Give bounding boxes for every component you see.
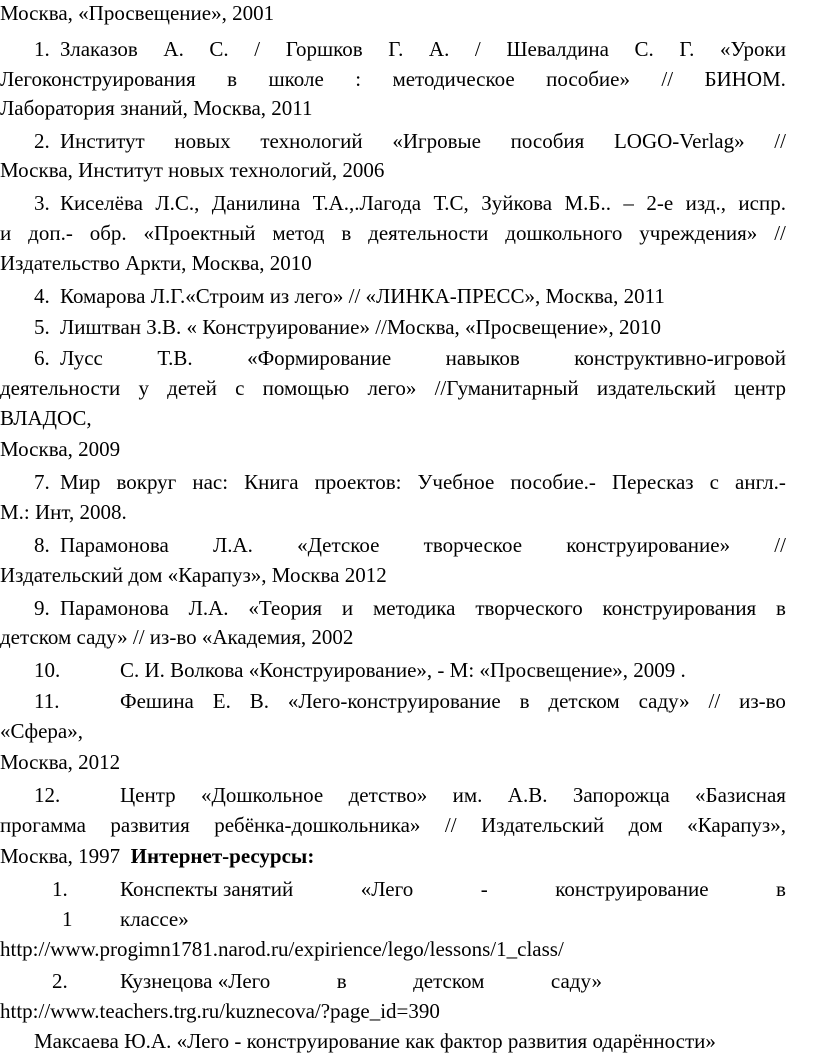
word: саду» [638, 689, 690, 713]
word: «Базисная [695, 783, 786, 807]
inet-2-url[interactable]: http://www.teachers.trg.ru/kuznecova/?page_id=390 [0, 999, 440, 1023]
word: Учебное [417, 470, 495, 494]
word: Книга [244, 470, 299, 494]
ref-number: 6. [34, 346, 50, 370]
word: им. [452, 783, 483, 807]
ref-number: 11. [34, 689, 60, 713]
word: // [444, 813, 457, 837]
ref-8-line-1 [60, 532, 786, 558]
word: Парамонова [60, 533, 169, 557]
word: методика [372, 596, 456, 620]
ref-number: 10. [34, 658, 61, 682]
word: Кузнецова «Лего [120, 969, 271, 993]
word: доп.- [28, 221, 73, 245]
ref-11-line-1 [120, 688, 786, 714]
word: Зуйкова [481, 191, 553, 215]
word: пособия [510, 129, 585, 153]
word: Легоконструирования [0, 67, 196, 91]
word: / [254, 37, 261, 61]
word: Издательский [481, 813, 605, 837]
word: детство» [348, 783, 428, 807]
word: Л.С., [155, 191, 200, 215]
ref-number: 4. [34, 284, 50, 308]
word: «Уроки [719, 37, 786, 61]
inet-number: 1. [52, 877, 68, 901]
ref-2-line-1 [60, 128, 786, 154]
ref-10-text: С. И. Волкова «Конструирование», - М: «Просвещение», 2009 . [120, 658, 686, 682]
word: детей [167, 376, 217, 400]
word: вокруг [116, 470, 177, 494]
word: испр. [738, 191, 786, 215]
word: с [235, 376, 245, 400]
word: Пересказ [611, 470, 694, 494]
word: Т.С, [433, 191, 469, 215]
ref-number: 1. [34, 37, 50, 61]
word: Данилина [211, 191, 301, 215]
word: Мир [60, 470, 101, 494]
word: - [480, 877, 488, 901]
ref-12-line-2 [0, 812, 786, 838]
word: помощью [262, 376, 350, 400]
ref-6-line-2 [0, 375, 786, 401]
ref-1-line-1 [60, 36, 786, 62]
word: саду» [550, 969, 602, 993]
word: // [774, 533, 786, 557]
ref-number: 12. [34, 783, 61, 807]
word: : [355, 67, 362, 91]
ref-11-line-3: Москва, 2012 [0, 750, 121, 774]
word: Лусс [60, 346, 103, 370]
word: Г. [388, 37, 404, 61]
word: Шевалдина [506, 37, 609, 61]
word: «Проектный [143, 221, 256, 245]
word: конструирование [555, 877, 709, 901]
word: дошкольного [505, 221, 623, 245]
word: Фешина [120, 689, 194, 713]
word: пособие.- [510, 470, 596, 494]
word: «Лего [360, 877, 414, 901]
word: метод [272, 221, 325, 245]
word: в [776, 596, 786, 620]
word: Л.А. [188, 596, 229, 620]
ref-7-line-2: М.: Инт, 2008. [0, 500, 127, 524]
word: издательский [596, 376, 716, 400]
word: школе [268, 67, 324, 91]
ref-1-line-3: Лаборатория знаний, Москва, 2011 [0, 96, 313, 120]
word: изд., [685, 191, 726, 215]
word: Институт [60, 129, 145, 153]
word: Л.А. [212, 533, 253, 557]
word: лего» [367, 376, 417, 400]
word: ребёнка-дошкольника» [214, 813, 421, 837]
ref-3-line-1 [60, 190, 786, 216]
ref-number: 2. [34, 129, 50, 153]
ref-number: 5. [34, 315, 50, 339]
word: С. [209, 37, 229, 61]
word: М.Б.. [564, 191, 611, 215]
word: Т.А.,.Лагода [312, 191, 422, 215]
word: навыков [445, 346, 520, 370]
word: // [661, 67, 674, 91]
inet-1-line-2: классе» [120, 907, 189, 931]
inet-1-line-1 [120, 876, 786, 902]
word: центр [734, 376, 786, 400]
ref-6-line-3: ВЛАДОС, [0, 406, 92, 430]
word: методическое [392, 67, 515, 91]
ref-number: 3. [34, 191, 50, 215]
word: конструирования [602, 596, 757, 620]
word: Злаказов [60, 37, 138, 61]
word: в [519, 689, 530, 713]
word: из-во [739, 689, 786, 713]
word: А. [163, 37, 184, 61]
ref-6-line-1 [60, 345, 786, 371]
word: Киселёва [60, 191, 143, 215]
word: детском [413, 969, 485, 993]
word: // [708, 689, 721, 713]
word: прогамма [0, 813, 86, 837]
ref-number: 7. [34, 470, 50, 494]
ref-12-place-year: Москва, 1997 [0, 844, 121, 868]
ref-3-line-2 [0, 220, 786, 246]
ref-4-text: Комарова Л.Г.«Строим из лего» // «ЛИНКА-ПРЕСС», Москва, 2011 [60, 284, 665, 308]
ref-1-line-2 [0, 66, 786, 92]
word: Конспекты занятий [120, 877, 294, 901]
word: развития [110, 813, 190, 837]
word: Г. [679, 37, 695, 61]
word: «Карапуз», [687, 813, 786, 837]
word: деятельности [368, 221, 489, 245]
word: «Детское [297, 533, 380, 557]
word: В. [249, 689, 269, 713]
ref-12-line-3 [0, 843, 314, 869]
word: конструктивно-игровой [574, 346, 786, 370]
word: Е. [212, 689, 231, 713]
ref-11-line-2: «Сфера», [0, 719, 84, 743]
word: конструирование» [566, 533, 731, 557]
word: новых [174, 129, 231, 153]
word: «Формирование [247, 346, 392, 370]
continuation-line-bottom: Максаева Ю.А. «Лего - конструирование как фактор развития одарённости» [34, 1029, 716, 1053]
word: дом [628, 813, 663, 837]
word: – [623, 191, 634, 215]
word: Горшков [285, 37, 363, 61]
word: А. [428, 37, 450, 61]
word: технологий [260, 129, 363, 153]
word: «Игровые [392, 129, 481, 153]
word: детском [548, 689, 620, 713]
inet-number-cont: 1 [62, 907, 73, 931]
word: LOGO-Verlag» [613, 129, 745, 153]
word: обр. [89, 221, 127, 245]
word: // [774, 221, 786, 245]
ref-6-line-4: Москва, 2009 [0, 437, 121, 461]
continuation-line: Москва, «Просвещение», 2001 [0, 1, 275, 25]
word: у [138, 376, 149, 400]
ref-3-line-3: Издательство Аркти, Москва, 2010 [0, 251, 312, 275]
inet-2-line-1 [120, 968, 602, 994]
ref-8-line-2: Издательский дом «Карапуз», Москва 2012 [0, 563, 387, 587]
word: Т.В. [157, 346, 193, 370]
inet-number: 2. [52, 969, 68, 993]
word: творческое [423, 533, 523, 557]
word: С. [634, 37, 654, 61]
word: / [474, 37, 481, 61]
ref-5-text: Лиштван З.В. « Конструирование» //Москва, «Просвещение», 2010 [60, 315, 661, 339]
word: творческого [475, 596, 583, 620]
word: Центр [120, 783, 176, 807]
word: БИНОМ. [704, 67, 786, 91]
word: А.В. [507, 783, 548, 807]
word: с [709, 470, 719, 494]
word: в [341, 221, 352, 245]
word: пособие» [546, 67, 630, 91]
word: «Теория [248, 596, 323, 620]
word: «Лего-конструирование [287, 689, 501, 713]
word: проектов: [314, 470, 402, 494]
ref-9-line-1 [60, 595, 786, 621]
ref-number: 8. [34, 533, 50, 557]
word: и [341, 596, 354, 620]
word: в [227, 67, 238, 91]
ref-12-line-1 [120, 782, 786, 808]
word: англ.- [735, 470, 786, 494]
ref-number: 9. [34, 596, 50, 620]
ref-2-line-2: Москва, Институт новых технологий, 2006 [0, 158, 385, 182]
word: деятельности [0, 376, 121, 400]
word: нас: [192, 470, 229, 494]
word: //Гуманитарный [434, 376, 579, 400]
ref-9-line-2: детском саду» // из-во «Академия, 2002 [0, 625, 354, 649]
word: «Дошкольное [201, 783, 324, 807]
word: // [774, 129, 786, 153]
word: и [0, 221, 12, 245]
word: Парамонова [60, 596, 169, 620]
word: 2-е [646, 191, 674, 215]
word: Запорожца [572, 783, 670, 807]
word: в [336, 969, 347, 993]
word: учреждения» [639, 221, 758, 245]
word: в [776, 877, 786, 901]
section-heading-internet-resources: Интернет-ресурсы: [130, 844, 315, 868]
inet-1-url[interactable]: http://www.progimn1781.narod.ru/expirience/lego/lessons/1_class/ [0, 937, 564, 961]
ref-7-line-1 [60, 469, 786, 495]
